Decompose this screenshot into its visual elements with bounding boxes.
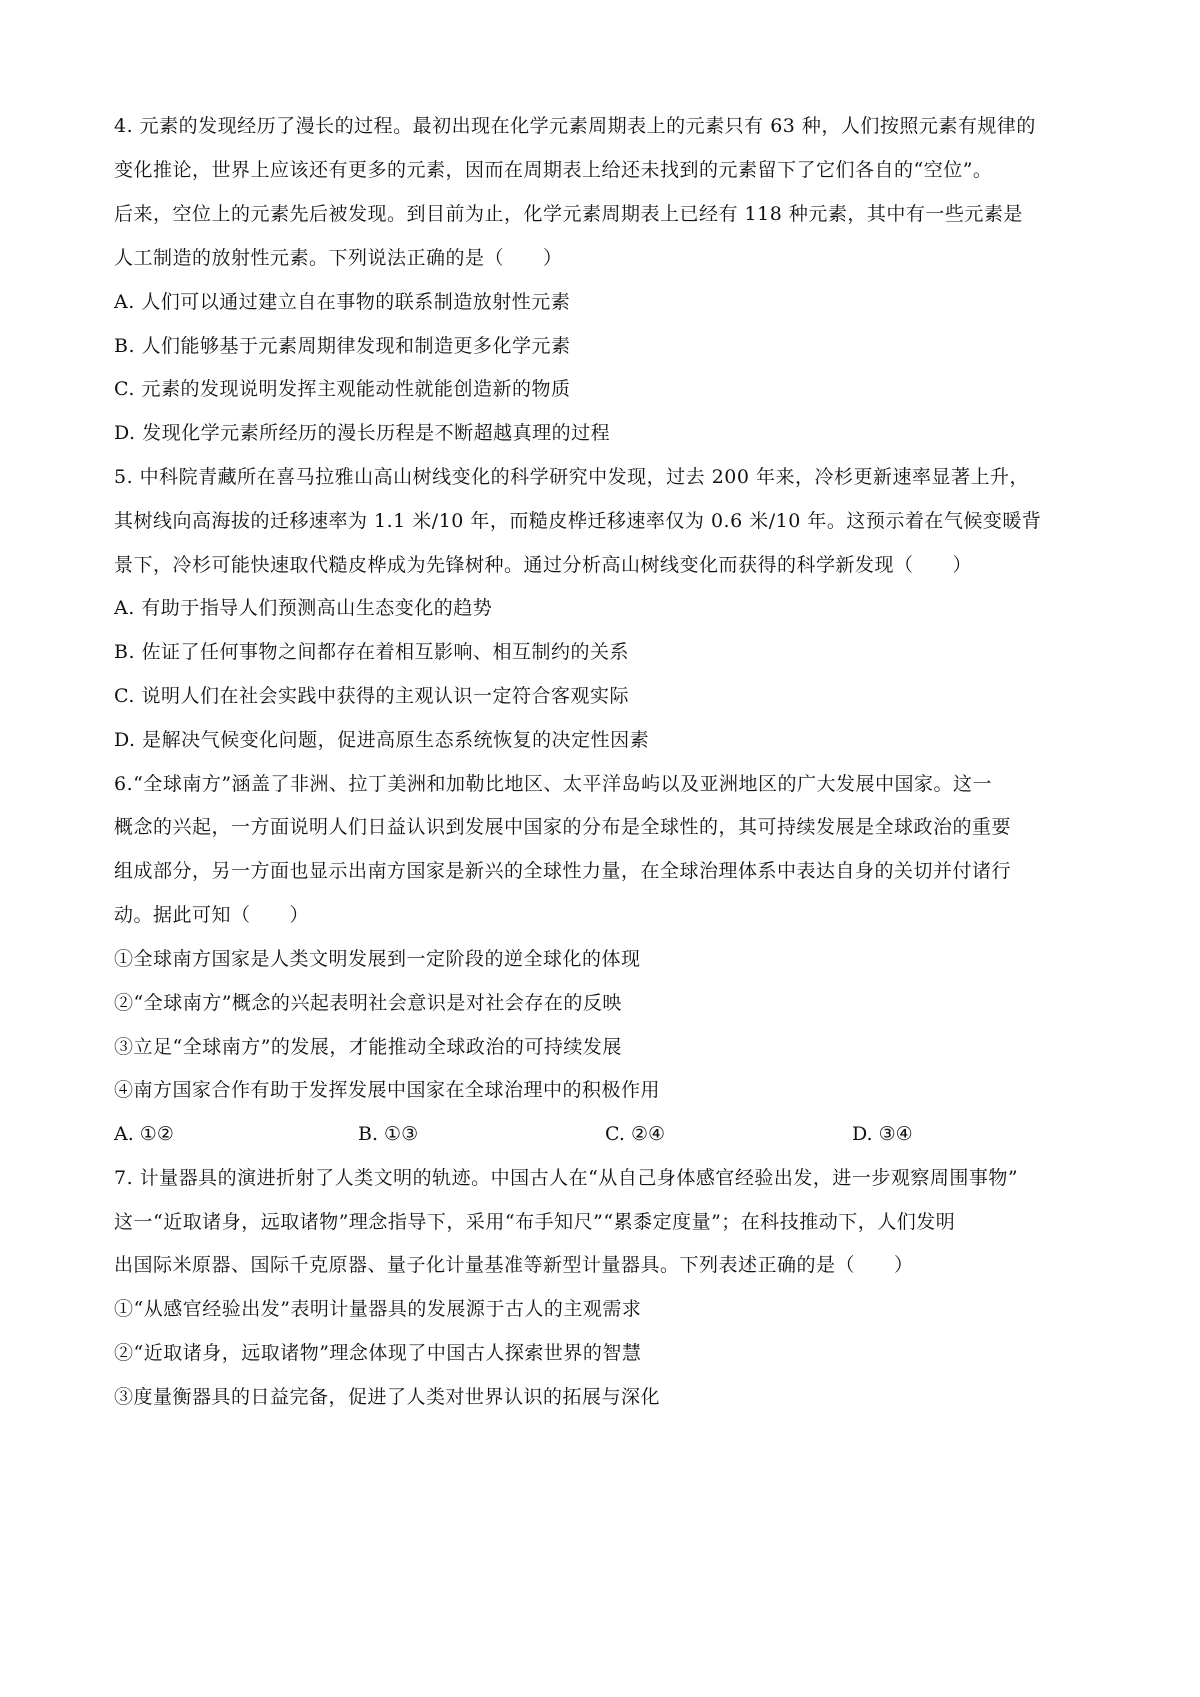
question-4-stem-line-1: 4. 元素的发现经历了漫长的过程。最初出现在化学元素周期表上的元素只有 63 种，人们按照元素有规律的 (114, 115, 1036, 137)
question-6-stem-line-4: 动。据此可知（ ） (114, 904, 310, 926)
question-4-stem-line-4: 人工制造的放射性元素。下列说法正确的是（ ） (114, 247, 563, 269)
question-6-statement-4: ④南方国家合作有助于发挥发展中国家在全球治理中的积极作用 (114, 1079, 661, 1101)
question-6-stem-line-2: 概念的兴起，一方面说明人们日益认识到发展中国家的分布是全球性的，其可持续发展是全球政治的重要 (114, 816, 1012, 838)
question-4-stem-line-3: 后来，空位上的元素先后被发现。到目前为止，化学元素周期表上已经有 118 种元素，其中有一些元素是 (114, 203, 1023, 225)
question-5-stem-line-3: 景下，冷杉可能快速取代糙皮桦成为先锋树种。通过分析高山树线变化而获得的科学新发现（ ） (114, 554, 973, 576)
question-4-option-a: A. 人们可以通过建立自在事物的联系制造放射性元素 (114, 291, 571, 313)
question-6-statement-2: ②“全球南方”概念的兴起表明社会意识是对社会存在的反映 (114, 992, 622, 1014)
question-6-statement-1: ①全球南方国家是人类文明发展到一定阶段的逆全球化的体现 (114, 948, 641, 970)
question-6-choice-c: C. ②④ (605, 1123, 666, 1145)
question-6-choice-b: B. ①③ (358, 1123, 419, 1145)
question-7-statement-2: ②“近取诸身，远取诸物”理念体现了中国古人探索世界的智慧 (114, 1342, 642, 1364)
question-5-option-b: B. 佐证了任何事物之间都存在着相互影响、相互制约的关系 (114, 641, 630, 663)
question-7-statement-1: ①“从感官经验出发”表明计量器具的发展源于古人的主观需求 (114, 1298, 642, 1320)
question-5-option-c: C. 说明人们在社会实践中获得的主观认识一定符合客观实际 (114, 685, 629, 707)
question-6-choice-d: D. ③④ (852, 1123, 913, 1145)
question-4-option-d: D. 发现化学元素所经历的漫长历程是不断超越真理的过程 (114, 422, 611, 444)
question-6-choice-a: A. ①② (114, 1123, 174, 1145)
question-4-option-c: C. 元素的发现说明发挥主观能动性就能创造新的物质 (114, 378, 571, 400)
question-7-stem-line-2: 这一“近取诸身，远取诸物”理念指导下，采用“布手知尺”“累黍定度量”；在科技推动下，人们发明 (114, 1211, 956, 1233)
question-5-option-d: D. 是解决气候变化问题，促进高原生态系统恢复的决定性因素 (114, 729, 650, 751)
question-6-stem-line-1: 6.“全球南方”涵盖了非洲、拉丁美洲和加勒比地区、太平洋岛屿以及亚洲地区的广大发展中国家。这一 (114, 773, 993, 795)
question-7-stem-line-1: 7. 计量器具的演进折射了人类文明的轨迹。中国古人在“从自己身体感官经验出发，进一步观察周围事物” (114, 1167, 1019, 1189)
question-7-stem-line-3: 出国际米原器、国际千克原器、量子化计量基准等新型计量器具。下列表述正确的是（ ） (114, 1254, 914, 1276)
question-4-option-b: B. 人们能够基于元素周期律发现和制造更多化学元素 (114, 335, 571, 357)
question-5-option-a: A. 有助于指导人们预测高山生态变化的趋势 (114, 597, 493, 619)
question-5-stem-line-2: 其树线向高海拔的迁移速率为 1.1 米/10 年，而糙皮桦迁移速率仅为 0.6 米/10 年。这预示着在气候变暖背 (114, 510, 1042, 532)
question-6-stem-line-3: 组成部分，另一方面也显示出南方国家是新兴的全球性力量，在全球治理体系中表达自身的关切并付诸行 (114, 860, 1012, 882)
question-4-stem-line-2: 变化推论，世界上应该还有更多的元素，因而在周期表上给还未找到的元素留下了它们各自的“空位”。 (114, 159, 993, 181)
question-7-statement-3: ③度量衡器具的日益完备，促进了人类对世界认识的拓展与深化 (114, 1386, 661, 1408)
question-5-stem-line-1: 5. 中科院青藏所在喜马拉雅山高山树线变化的科学研究中发现，过去 200 年来，冷杉更新速率显著上升， (114, 466, 1030, 488)
question-6-statement-3: ③立足“全球南方”的发展，才能推动全球政治的可持续发展 (114, 1036, 622, 1058)
